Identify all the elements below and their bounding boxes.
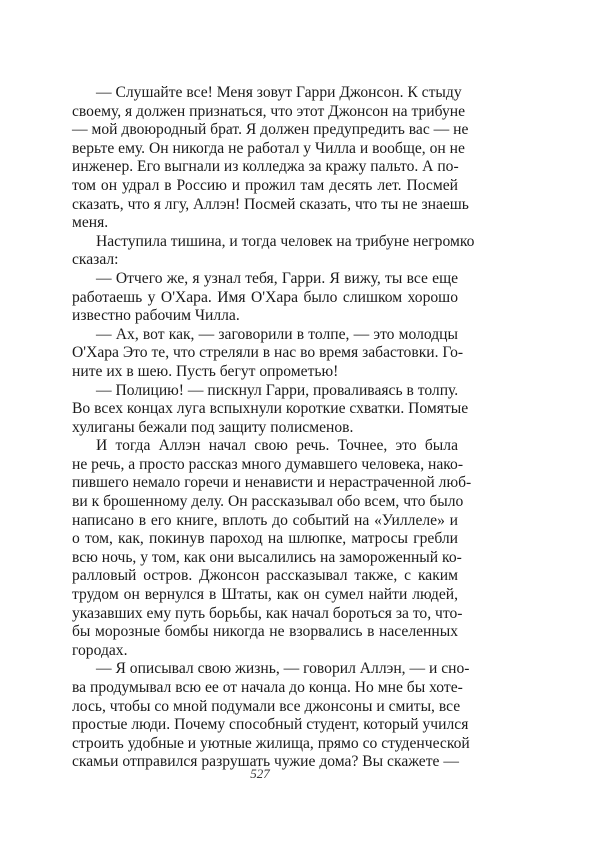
text-line: работаешь у О'Хара. Имя О'Хара было слишком хорошо <box>72 288 458 306</box>
text-line: меня. <box>72 214 109 232</box>
page-body-text <box>72 84 475 772</box>
paragraph <box>72 437 472 660</box>
text-line: строить удобные и уютные жилища, прямо со студенческой <box>72 734 470 752</box>
text-line: скамьи отправился разрушать чужие дома? Вы скажете — <box>72 753 459 771</box>
text-line: Во всех концах луга вспыхнули короткие схватки. Помятые <box>72 400 469 418</box>
text-line: — Слушайте все! Меня зовут Гарри Джонсон. К стыду <box>96 84 462 101</box>
text-line: о том, как, покинув пароход на шлюпке, матросы гребли <box>72 530 458 548</box>
text-line: ви к брошенному делу. Он рассказывал обо всем, что было <box>72 493 464 511</box>
text-line: ва продумывал всю ее от начала до конца. Но мне бы хоте- <box>72 679 463 696</box>
text-line: — Полицию! — пискнул Гарри, проваливаясь в толпу. <box>96 381 459 399</box>
text-line: городах. <box>72 641 128 659</box>
text-line: пившего немало горечи и ненависти и нерастраченной люб- <box>72 474 472 492</box>
paragraph <box>72 381 469 438</box>
text-line: О'Хара Это те, что стреляли в нас во время забастовки. Го- <box>72 344 464 362</box>
text-line: ралловый остров. Джонсон рассказывал также, с каким <box>72 567 458 585</box>
paragraph <box>72 84 469 233</box>
text-line: ните их в шею. Пусть бегут опрометью! <box>72 362 339 380</box>
text-line: том он удрал в Россию и прожил там десять лет. Посмей <box>72 176 458 194</box>
text-line: своему, я должен признаться, что этот Джонсон на трибуне <box>72 102 466 120</box>
page-number: 527 <box>250 766 270 781</box>
text-line: — мой двоюродный брат. Я должен предупредить вас — не <box>72 121 469 139</box>
text-line: простые люди. Почему способный студент, который учился <box>72 716 469 734</box>
text-line: инженер. Его выгнали из колледжа за кражу пальто. А по- <box>72 158 459 176</box>
text-line: бы морозные бомбы никогда не взорвались в населенных <box>72 623 458 641</box>
text-line: — Я описывал свою жизнь, — говорил Аллэн, — и сно- <box>96 660 470 678</box>
text-line: трудом он вернулся в Штаты, как он сумел найти людей, <box>72 586 458 604</box>
paragraph <box>72 660 470 772</box>
text-line: всю ночь, у том, как они высалились на замороженный ко- <box>72 548 462 566</box>
text-line: — Отчего же, я узнал тебя, Гарри. Я вижу, ты все еще <box>96 269 458 287</box>
paragraph <box>72 325 464 382</box>
text-line: хулиганы бежали под защиту полисменов. <box>72 418 354 436</box>
text-line: не речь, а просто рассказ много думавшего человека, нако- <box>72 455 464 473</box>
paragraph <box>72 232 475 270</box>
text-line: сказал: <box>72 251 119 269</box>
text-line: Наступила тишина, и тогда человек на трибуне негромко <box>96 232 475 250</box>
text-line: написано в его книге, вплоть до событий на «Уиллеле» и <box>72 511 458 529</box>
text-line: известно рабочим Чилла. <box>72 307 240 325</box>
paragraph <box>72 270 458 326</box>
text-line: И тогда Аллэн начал свою речь. Точнее, это была <box>96 437 458 455</box>
text-line: верьте ему. Он никогда не работал у Чилла и вообще, он не <box>72 139 465 157</box>
text-line: сказать, что я лгу, Аллэн! Посмей сказать, что ты не знаешь <box>72 195 469 213</box>
text-line: — Ах, вот как, — заговорили в толпе, — это молодцы <box>96 325 458 343</box>
text-line: указавших ему путь борьбы, как начал бороться за то, что- <box>72 604 463 622</box>
text-line: лось, чтобы со мной подумали все джонсоны и смиты, все <box>72 697 461 715</box>
